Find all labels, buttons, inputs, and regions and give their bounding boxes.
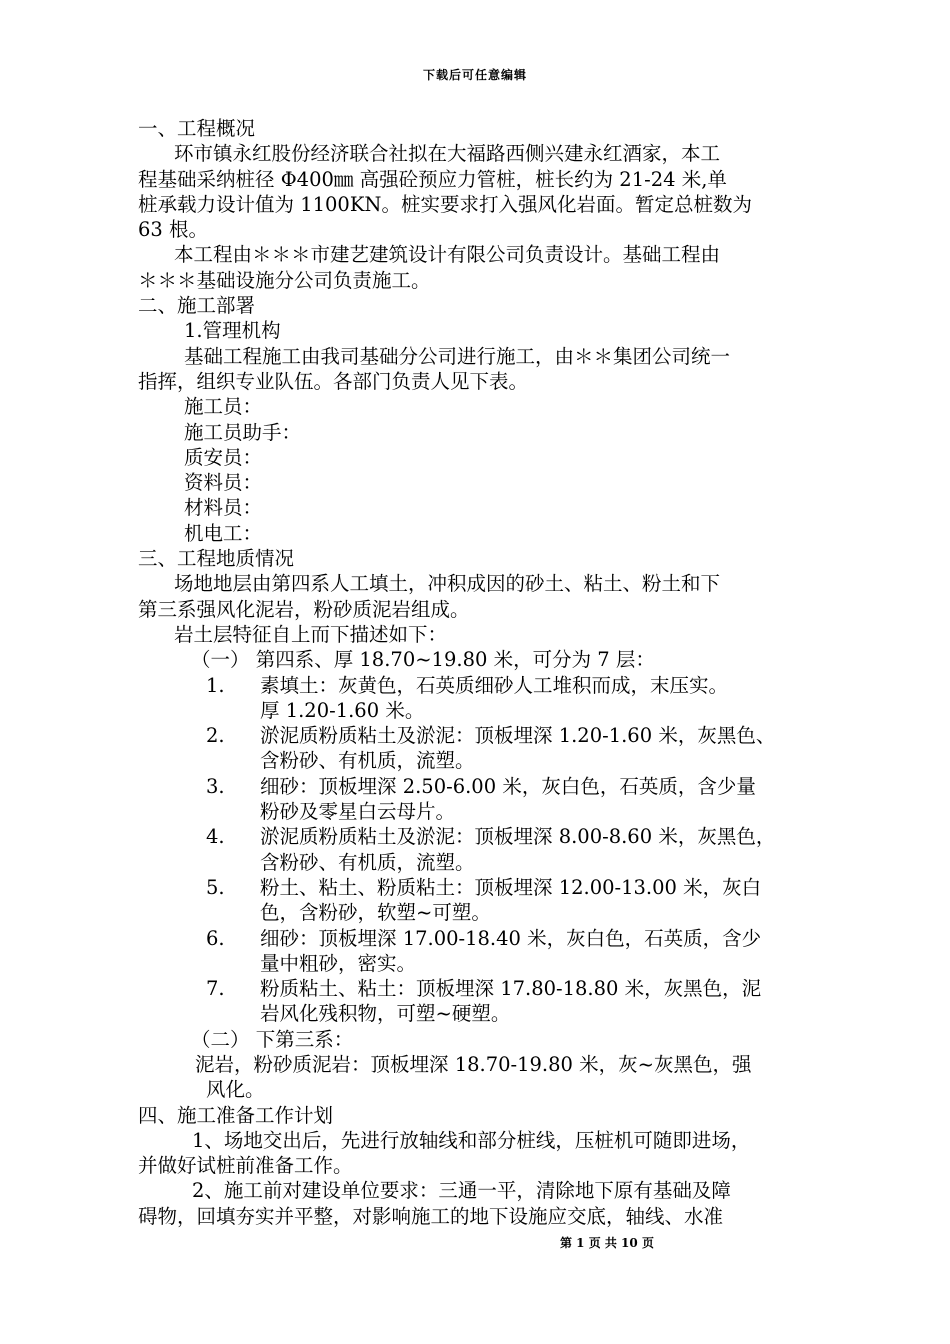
- role-label: 施工员：: [184, 395, 263, 419]
- page-footer: 第 1 页 共 10 页: [560, 1236, 654, 1250]
- layer-number: 1.: [206, 673, 225, 697]
- section-4-title: 四、施工准备工作计划: [138, 1103, 334, 1127]
- paragraph-line: 环市镇永红股份经济联合社拟在大福路西侧兴建永红酒家，本工: [174, 142, 721, 166]
- section-1-title: 一、工程概况: [138, 117, 256, 140]
- layer-text: 粉土、粘土、粉质粘土：顶板埋深 12.00-13.00 米，灰白: [260, 875, 762, 899]
- page-header: 下载后可任意编辑: [422, 68, 527, 82]
- role-label: 资料员：: [184, 471, 263, 495]
- paragraph-line: 程基础采纳桩径 Φ400㎜ 高强砼预应力管桩，桩长约为 21-24 米,单: [138, 167, 727, 191]
- layer-text-cont: 色，含粉砂，软塑~可塑。: [260, 901, 491, 925]
- layer-number: 3.: [206, 774, 225, 798]
- paragraph-line: 本工程由＊＊＊市建艺建筑设计有限公司负责设计。基础工程由: [174, 243, 721, 267]
- layer-text: 粉质粘土、粘土：顶板埋深 17.80-18.80 米，灰黑色，泥: [260, 977, 762, 1001]
- layer-text: 素填土：灰黄色，石英质细砂人工堆积而成，末压实。: [260, 673, 729, 697]
- layer-item: [138, 926, 832, 951]
- paragraph-line: 碍物，回填夯实并平整，对影响施工的地下设施应交底，轴线、水准: [138, 1204, 724, 1228]
- layer-text-cont: 厚 1.20-1.60 米。: [260, 698, 425, 722]
- role-label: 机电工：: [184, 521, 263, 545]
- layer-number: 6.: [206, 926, 225, 950]
- layer-text: 细砂：顶板埋深 2.50-6.00 米，灰白色，石英质，含少量: [260, 774, 756, 798]
- subsection-title: 1.管理机构: [184, 319, 281, 343]
- layer-text-cont: 含粉砂、有机质，流塑。: [260, 850, 475, 874]
- role-label: 材料员：: [184, 496, 263, 520]
- layer-text-cont: 含粉砂、有机质，流塑。: [260, 749, 475, 773]
- layer-text: 淤泥质粉质粘土及淤泥：顶板埋深 8.00-8.60 米，灰黑色，: [260, 825, 776, 849]
- layer-text-cont: 岩风化残积物，可塑~硬塑。: [260, 1002, 511, 1026]
- layer-text-cont: 量中粗砂，密实。: [260, 951, 417, 975]
- paragraph-line: 岩土层特征自上而下描述如下：: [174, 622, 448, 646]
- layer-item: [138, 976, 832, 1001]
- paragraph-line: ＊＊＊基础设施分公司负责施工。: [138, 268, 431, 292]
- layer-item: [138, 875, 832, 900]
- paragraph-line: 2、施工前对建设单位要求：三通一平，清除地下原有基础及障: [192, 1179, 731, 1203]
- section-3-title: 三、工程地质情况: [138, 547, 295, 571]
- layer-number: 7.: [206, 977, 225, 1001]
- paragraph-line: 并做好试桩前准备工作。: [138, 1154, 353, 1178]
- layer-number: 5.: [206, 875, 225, 899]
- layer-text-cont: 粉砂及零星白云母片。: [260, 800, 456, 824]
- paragraph-line: 63 根。: [138, 218, 209, 242]
- layer-item: [138, 673, 832, 698]
- layer-text: 淤泥质粉质粘土及淤泥：顶板埋深 1.20-1.60 米，灰黑色、: [260, 724, 776, 748]
- document-body: [138, 116, 832, 1229]
- layer-item: [138, 774, 832, 799]
- paragraph-line: 1、场地交出后，先进行放轴线和部分桩线，压桩机可随即进场，: [192, 1128, 751, 1152]
- group-heading: （二） 下第三系：: [191, 1027, 354, 1051]
- paragraph-line: 指挥，组织专业队伍。各部门负责人见下表。: [138, 369, 529, 393]
- paragraph-line: 泥岩，粉砂质泥岩：顶板埋深 18.70-19.80 米，灰~灰黑色，强: [195, 1052, 752, 1076]
- role-label: 质安员：: [184, 445, 263, 469]
- layer-text: 细砂：顶板埋深 17.00-18.40 米，灰白色，石英质，含少: [260, 926, 762, 950]
- section-2-title: 二、施工部署: [138, 294, 256, 318]
- paragraph-line: 基础工程施工由我司基础分公司进行施工，由＊＊集团公司统一: [184, 344, 731, 368]
- paragraph-line: 桩承载力设计值为 1100KN。桩实要求打入强风化岩面。暂定总桩数为: [138, 192, 752, 216]
- paragraph-line: 场地地层由第四系人工填土，冲积成因的砂土、粘土、粉土和下: [174, 572, 721, 596]
- group-heading: （一） 第四系、厚 18.70~19.80 米，可分为 7 层：: [191, 648, 655, 672]
- paragraph-line: 第三系强风化泥岩，粉砂质泥岩组成。: [138, 597, 470, 621]
- layer-number: 2.: [206, 724, 225, 748]
- layer-item: [138, 824, 832, 849]
- role-label: 施工员助手：: [184, 420, 302, 444]
- layer-item: [138, 723, 832, 748]
- layer-number: 4.: [206, 825, 225, 849]
- paragraph-line: 风化。: [206, 1078, 265, 1102]
